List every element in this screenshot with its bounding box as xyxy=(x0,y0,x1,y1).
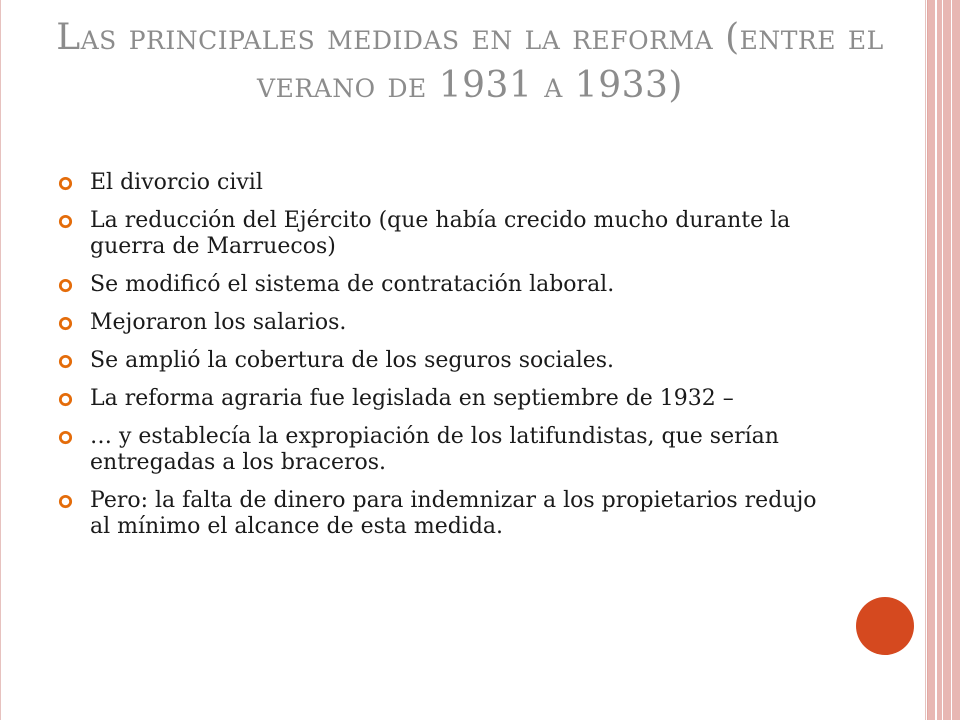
stripe-divider-2 xyxy=(942,0,943,720)
bullet-item xyxy=(58,488,818,540)
open-circle-bullet-icon xyxy=(58,430,73,445)
bullet-text: El divorcio civil xyxy=(90,170,263,195)
bullet-item xyxy=(58,208,818,260)
open-circle-bullet-icon xyxy=(58,354,73,369)
slide-border-right xyxy=(925,0,926,720)
open-circle-bullet-icon xyxy=(58,214,73,229)
open-circle-bullet-icon xyxy=(58,494,73,509)
bullet-list xyxy=(58,170,818,552)
bullet-text: La reforma agraria fue legislada en septiembre de 1932 – xyxy=(90,386,734,411)
right-stripe-band xyxy=(928,0,960,720)
bullet-text: … y establecía la expropiación de los latifundistas, que serían entregadas a los braceros. xyxy=(90,424,779,475)
orange-circle-icon xyxy=(856,597,914,655)
bullet-text: Mejoraron los salarios. xyxy=(90,310,347,335)
slide-title: Las principales medidas en la reforma (entre el verano de 1931 a 1933) xyxy=(56,17,884,106)
stripe-divider-1 xyxy=(935,0,937,720)
open-circle-bullet-icon xyxy=(58,278,73,293)
slide-border-left xyxy=(0,0,1,720)
open-circle-bullet-icon xyxy=(58,316,73,331)
open-circle-bullet-icon xyxy=(58,176,73,191)
bullet-item xyxy=(58,310,818,336)
open-circle-bullet-icon xyxy=(58,392,73,407)
bullet-item xyxy=(58,424,818,476)
bullet-item xyxy=(58,272,818,298)
bullet-text: Se modificó el sistema de contratación laboral. xyxy=(90,272,615,297)
bullet-text: La reducción del Ejército (que había crecido mucho durante la guerra de Marruecos) xyxy=(90,208,791,259)
bullet-item xyxy=(58,386,818,412)
bullet-item xyxy=(58,170,818,196)
bullet-text: Pero: la falta de dinero para indemnizar a los propietarios redujo al mínimo el alcance de esta medida. xyxy=(90,488,817,539)
stripe-divider-3 xyxy=(951,0,952,720)
bullet-item xyxy=(58,348,818,374)
bullet-text: Se amplió la cobertura de los seguros sociales. xyxy=(90,348,615,373)
